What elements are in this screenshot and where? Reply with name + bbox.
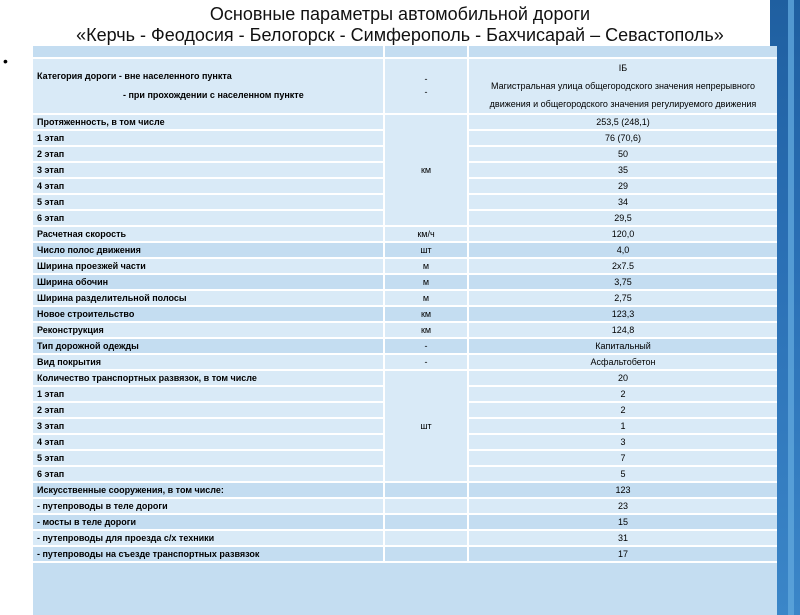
row-value: 5	[469, 467, 777, 483]
table-row	[33, 515, 777, 531]
side-stripe	[788, 0, 794, 615]
row-label: - путепроводы для проезда с/х техники	[33, 531, 385, 547]
table-row-category	[33, 59, 777, 115]
row-value: 2	[469, 403, 777, 419]
category-unit-2: -	[424, 87, 428, 97]
length-group	[33, 115, 777, 227]
row-label: - путепроводы на съезде транспортных развязок	[33, 547, 385, 563]
row-value: 29	[469, 179, 777, 195]
table-row	[33, 227, 777, 243]
row-label: 4 этап	[33, 435, 385, 451]
row-value: 15	[469, 515, 777, 531]
header-cell	[385, 46, 469, 59]
category-value-cell	[469, 59, 777, 115]
table-row	[33, 323, 777, 339]
row-unit: м	[385, 291, 469, 307]
structures-group	[33, 483, 777, 563]
category-label-cell	[33, 59, 385, 115]
row-label: 1 этап	[33, 387, 385, 403]
row-value: 120,0	[469, 227, 777, 243]
row-unit: км	[385, 307, 469, 323]
row-value: 3,75	[469, 275, 777, 291]
row-unit: -	[385, 339, 469, 355]
table-row	[33, 243, 777, 259]
row-value: 123,3	[469, 307, 777, 323]
row-label: Протяженность, в том числе	[33, 115, 385, 131]
table-row	[33, 499, 777, 515]
row-value: 76 (70,6)	[469, 131, 777, 147]
row-unit: шт	[385, 243, 469, 259]
row-unit: км/ч	[385, 227, 469, 243]
row-value: Капитальный	[469, 339, 777, 355]
row-label: Ширина обочин	[33, 275, 385, 291]
table-header-row	[33, 46, 777, 59]
row-value: 20	[469, 371, 777, 387]
row-label: Число полос движения	[33, 243, 385, 259]
row-label: Реконструкция	[33, 323, 385, 339]
row-label: 6 этап	[33, 467, 385, 483]
table-row	[33, 355, 777, 371]
row-unit: км	[385, 323, 469, 339]
row-label: Расчетная скорость	[33, 227, 385, 243]
row-label: Ширина проезжей части	[33, 259, 385, 275]
title-line-2: «Керчь - Феодосия - Белогорск - Симферополь - Бахчисарай – Севастополь»	[76, 25, 724, 45]
row-value: 29,5	[469, 211, 777, 227]
category-label-inside: - при прохождении с населенном пункте	[123, 90, 304, 100]
row-unit: шт	[385, 371, 469, 483]
parameters-table	[33, 46, 777, 563]
category-value-2: Магистральная улица общегородского значения непрерывного	[491, 81, 755, 91]
category-value-1: IБ	[618, 63, 628, 73]
row-label: - путепроводы в теле дороги	[33, 499, 385, 515]
category-unit-cell	[385, 59, 469, 115]
row-label: 3 этап	[33, 419, 385, 435]
row-unit: -	[385, 355, 469, 371]
row-unit	[385, 515, 469, 531]
table-row	[33, 531, 777, 547]
parameters-table-container	[33, 46, 777, 615]
table-row	[33, 307, 777, 323]
row-value: 124,8	[469, 323, 777, 339]
table-row	[33, 275, 777, 291]
row-label: 4 этап	[33, 179, 385, 195]
row-label: Новое строительство	[33, 307, 385, 323]
row-label: 2 этап	[33, 403, 385, 419]
row-value: 31	[469, 531, 777, 547]
row-value: 34	[469, 195, 777, 211]
row-unit	[385, 531, 469, 547]
row-value: 7	[469, 451, 777, 467]
row-value: 17	[469, 547, 777, 563]
row-label: Искусственные сооружения, в том числе:	[33, 483, 385, 499]
row-value: 253,5 (248,1)	[469, 115, 777, 131]
row-label: Тип дорожной одежды	[33, 339, 385, 355]
category-label-outside: Категория дороги - вне населенного пункта	[37, 71, 232, 81]
header-cell	[33, 46, 385, 59]
bullet-mark: •	[3, 53, 8, 69]
row-value: 2х7.5	[469, 259, 777, 275]
row-unit: м	[385, 275, 469, 291]
row-label: Вид покрытия	[33, 355, 385, 371]
params-group	[33, 227, 777, 371]
row-value: Асфальтобетон	[469, 355, 777, 371]
interchange-group	[33, 371, 777, 483]
row-label: Ширина разделительной полосы	[33, 291, 385, 307]
table-row	[33, 483, 777, 499]
category-unit-1: -	[424, 74, 428, 84]
row-label: 5 этап	[33, 195, 385, 211]
row-unit: м	[385, 259, 469, 275]
slide-title	[30, 4, 770, 46]
table-row	[33, 371, 777, 387]
row-value: 2,75	[469, 291, 777, 307]
category-value-3: движения и общегородского значения регулируемого движения	[489, 99, 757, 109]
row-unit	[385, 499, 469, 515]
table-row	[33, 547, 777, 563]
row-value: 2	[469, 387, 777, 403]
row-value: 23	[469, 499, 777, 515]
row-label: 3 этап	[33, 163, 385, 179]
table-row	[33, 259, 777, 275]
row-value: 35	[469, 163, 777, 179]
table-row	[33, 339, 777, 355]
row-value: 1	[469, 419, 777, 435]
row-unit	[385, 547, 469, 563]
row-value: 4,0	[469, 243, 777, 259]
row-label: - мосты в теле дороги	[33, 515, 385, 531]
row-label: 2 этап	[33, 147, 385, 163]
row-unit	[385, 483, 469, 499]
row-label: 6 этап	[33, 211, 385, 227]
row-label: 1 этап	[33, 131, 385, 147]
row-value: 50	[469, 147, 777, 163]
header-cell	[469, 46, 777, 59]
table-row	[33, 115, 777, 131]
row-unit: км	[385, 115, 469, 227]
table-row	[33, 291, 777, 307]
title-line-1: Основные параметры автомобильной дороги	[209, 4, 591, 24]
row-label: 5 этап	[33, 451, 385, 467]
row-value: 123	[469, 483, 777, 499]
row-label: Количество транспортных развязок, в том числе	[33, 371, 385, 387]
row-value: 3	[469, 435, 777, 451]
